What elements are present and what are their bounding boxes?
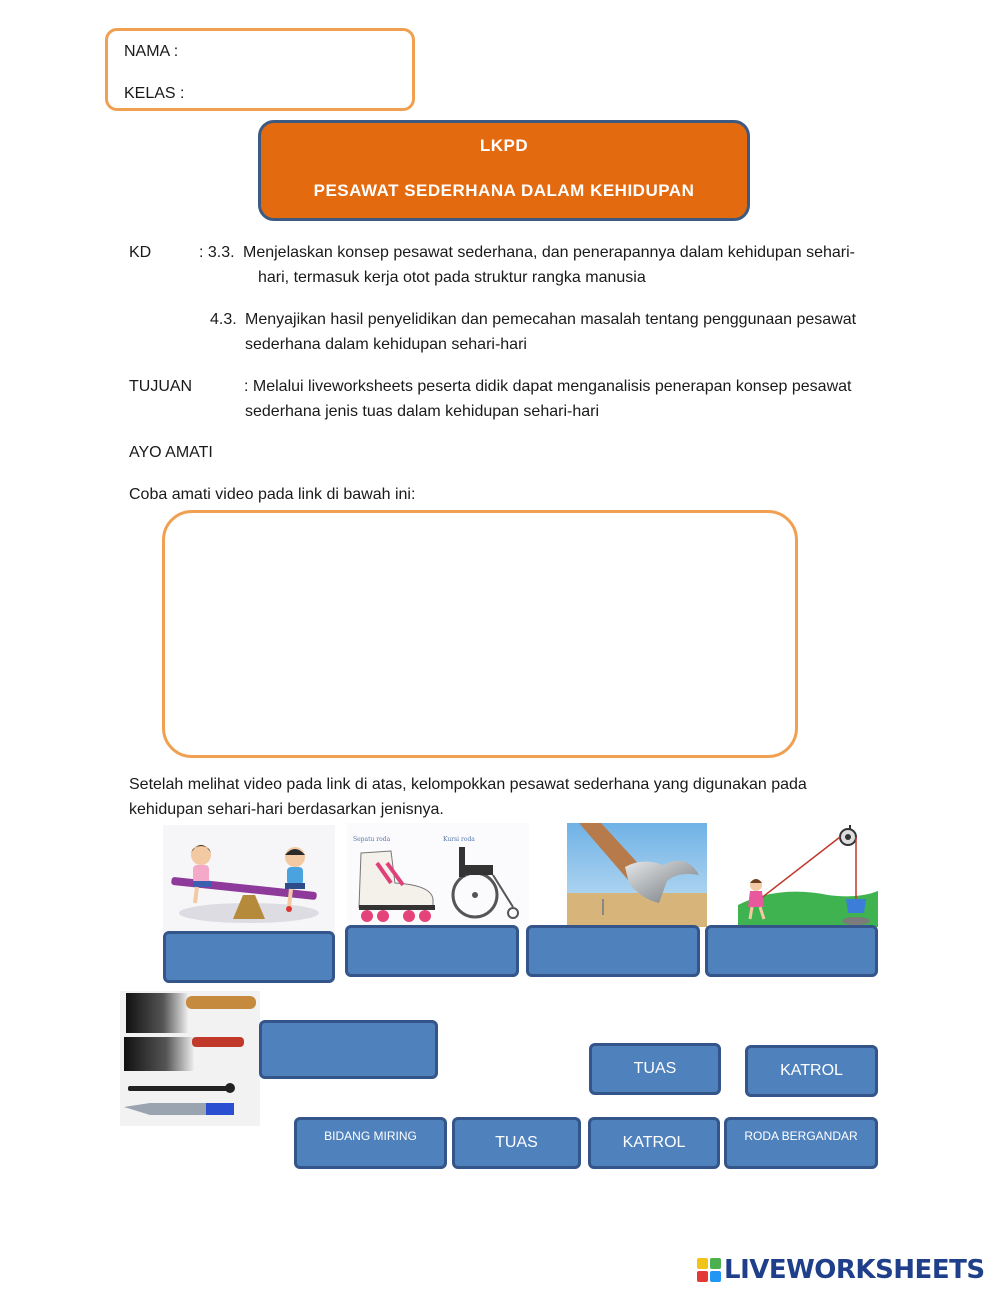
nama-label: NAMA : [124, 43, 179, 60]
chip-roda-bergandar[interactable] [724, 1117, 878, 1169]
video-instruction: Coba amati video pada link di bawah ini: [129, 486, 416, 503]
chip-tuas[interactable] [452, 1117, 581, 1169]
kelas-label: KELAS : [124, 85, 185, 102]
kd-item2-number: 4.3. [210, 311, 237, 328]
chip-label: TUAS [495, 1134, 538, 1151]
chip-tuas-upper[interactable] [589, 1043, 721, 1095]
tujuan-label: TUJUAN [129, 378, 193, 395]
roller-skate-caption: Sepatu roda [353, 836, 391, 843]
liveworksheets-logo [697, 1255, 985, 1285]
kd-item2-line1: Menyajikan hasil penyelidikan dan pemecahan masalah tentang penggunaan pesawat [245, 311, 857, 328]
answer-box-wheel[interactable] [345, 925, 519, 977]
wheel-axle-image [347, 823, 529, 927]
banner-title-topic: PESAWAT SEDERHANA DALAM KEHIDUPAN [313, 181, 695, 200]
chip-label: BIDANG MIRING [324, 1129, 417, 1143]
liveworksheets-mark-icon [697, 1258, 721, 1282]
pulley-image [738, 825, 878, 927]
chip-label: RODA BERGANDAR [744, 1129, 858, 1143]
chip-label: KATROL [622, 1134, 686, 1151]
answer-box-pulley[interactable] [705, 925, 878, 977]
kd-item1-line1: Menjelaskan konsep pesawat sederhana, dan penerapannya dalam kehidupan sehari- [243, 244, 855, 261]
chip-katrol-upper[interactable] [745, 1045, 878, 1097]
kd-item1-line2: hari, termasuk kerja otot pada struktur rangka manusia [258, 269, 646, 286]
answer-box-blades[interactable] [259, 1020, 438, 1079]
kd-item1-number: : 3.3. [199, 244, 235, 261]
chip-katrol[interactable] [588, 1117, 720, 1169]
tujuan-line2: sederhana jenis tuas dalam kehidupan sehari-hari [245, 403, 599, 420]
tujuan-line1: : Melalui liveworksheets peserta didik dapat menganalisis penerapan konsep pesawat [244, 378, 852, 395]
wheelchair-caption: Kursi roda [443, 836, 475, 843]
task-instruction-line2: kehidupan sehari-hari berdasarkan jenisnya. [129, 801, 444, 818]
chip-label: KATROL [780, 1062, 843, 1079]
kd-item2-line2: sederhana dalam kehidupan sehari-hari [245, 336, 527, 353]
kd-label: KD [129, 244, 152, 261]
answer-box-hammer[interactable] [526, 925, 700, 977]
chip-bidang-miring[interactable] [294, 1117, 447, 1169]
chip-label: TUAS [633, 1060, 677, 1077]
logo-text: LIVEWORKSHEETS [724, 1255, 985, 1285]
banner-title-lkpd: LKPD [479, 136, 529, 155]
task-instruction-line1: Setelah melihat video pada link di atas, kelompokkan pesawat sederhana yang digunakan pada [129, 776, 807, 793]
hammer-image [567, 823, 707, 927]
ayo-amati-heading: AYO AMATI [129, 444, 213, 461]
video-frame[interactable] [162, 510, 798, 758]
blades-image [120, 991, 260, 1126]
seesaw-image [163, 825, 335, 933]
answer-box-seesaw[interactable] [163, 931, 335, 983]
